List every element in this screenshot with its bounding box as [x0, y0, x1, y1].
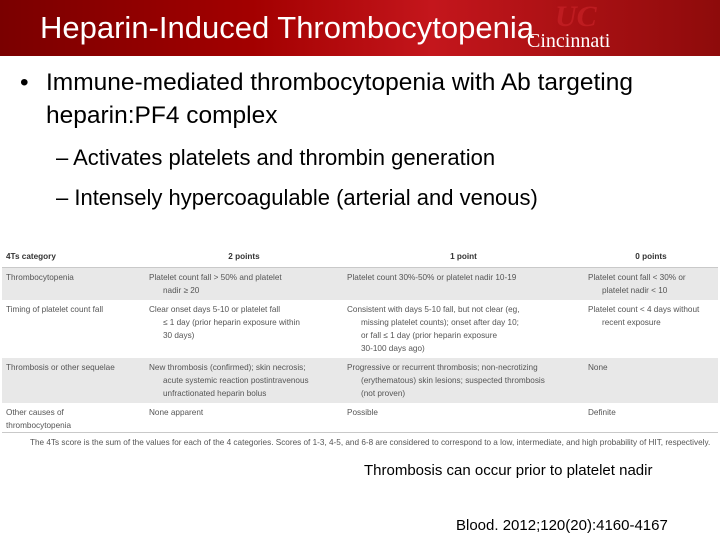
logo-mark: UC: [555, 0, 597, 33]
header-2-points: 2 points: [145, 248, 343, 268]
cell-line: Other causes of: [6, 408, 64, 417]
cell-line: or fall ≤ 1 day (prior heparin exposure: [361, 331, 498, 340]
bullet-main-text: Immune-mediated thrombocytopenia with Ab targeting heparin:PF4 complex: [46, 69, 633, 129]
cell-1-point: [343, 403, 584, 435]
cell-line: (erythematous) skin lesions; suspected thrombosis: [361, 376, 545, 385]
cell-line: missing platelet counts); onset after day 10;: [361, 318, 519, 327]
table-footnote: The 4Ts score is the sum of the values for each of the 4 categories. Scores of 1-3, 4-5, and 6-8 are considered to correspond to a low, intermediate, and high probability of HIT, respectively.: [2, 432, 718, 449]
cell-0-points: [584, 403, 718, 435]
cell-0-points: [584, 300, 718, 358]
cell-line: ≤ 1 day (prior heparin exposure within: [163, 318, 300, 327]
cell-line: Progressive or recurrent thrombosis; non-necrotizing: [347, 363, 538, 372]
cell-1-point: [343, 358, 584, 403]
logo-text: Cincinnati: [527, 30, 611, 52]
citation: Blood. 2012;120(20):4160-4167: [456, 517, 668, 534]
4ts-score-table: [2, 248, 718, 447]
cell-line: platelet nadir < 10: [602, 286, 668, 295]
cell-category: [2, 403, 145, 435]
slide-header: [0, 0, 720, 56]
table-row: [2, 300, 718, 358]
cell-line: (not proven): [361, 389, 406, 398]
bullet-main: [20, 66, 700, 132]
header-0-points: 0 points: [584, 248, 718, 268]
cell-category: [2, 300, 145, 358]
cell-line: Clear onset days 5-10 or platelet fall: [149, 305, 281, 314]
cell-line: None: [588, 363, 608, 372]
sub-bullet-1: – Activates platelets and thrombin generation: [56, 145, 496, 170]
cell-line: Timing of platelet count fall: [6, 305, 104, 314]
table-row: [2, 403, 718, 435]
cell-2-points: [145, 403, 343, 435]
cell-line: Thrombocytopenia: [6, 273, 74, 282]
cell-line: recent exposure: [602, 318, 661, 327]
cell-2-points: [145, 300, 343, 358]
cell-category: [2, 268, 145, 301]
slide-title: Heparin-Induced Thrombocytopenia: [40, 10, 535, 45]
thrombosis-note: Thrombosis can occur prior to platelet nadir: [364, 462, 653, 479]
cell-line: Platelet count 30%-50% or platelet nadir 10-19: [347, 273, 517, 282]
cell-line: Platelet count fall < 30% or: [588, 273, 686, 282]
cell-1-point: [343, 300, 584, 358]
cell-line: Consistent with days 5-10 fall, but not clear (eg,: [347, 305, 520, 314]
table-row: [2, 358, 718, 403]
cell-line: Possible: [347, 408, 378, 417]
cell-2-points: [145, 268, 343, 301]
table-row: [2, 268, 718, 301]
cell-line: Platelet count < 4 days without: [588, 305, 700, 314]
cell-line: None apparent: [149, 408, 204, 417]
cell-line: thrombocytopenia: [6, 421, 72, 430]
cell-line: nadir ≥ 20: [163, 286, 200, 295]
cell-1-point: [343, 268, 584, 301]
cell-2-points: [145, 358, 343, 403]
sub-bullet-2: – Intensely hypercoagulable (arterial and venous): [56, 185, 538, 210]
cell-category: [2, 358, 145, 403]
cell-0-points: [584, 268, 718, 301]
cell-line: Thrombosis or other sequelae: [6, 363, 115, 372]
cell-line: 30-100 days ago): [361, 344, 425, 353]
cell-line: Definite: [588, 408, 616, 417]
cell-0-points: [584, 358, 718, 403]
cell-line: Platelet count fall > 50% and platelet: [149, 273, 282, 282]
header-category: 4Ts category: [2, 248, 145, 268]
cell-line: New thrombosis (confirmed); skin necrosis;: [149, 363, 306, 372]
table-header-row: [2, 248, 718, 268]
cell-line: 30 days): [163, 331, 195, 340]
cell-line: acute systemic reaction postintravenous: [163, 376, 309, 385]
header-1-point: 1 point: [343, 248, 584, 268]
cell-line: unfractionated heparin bolus: [163, 389, 267, 398]
bullet-dot-icon: •: [20, 69, 29, 96]
